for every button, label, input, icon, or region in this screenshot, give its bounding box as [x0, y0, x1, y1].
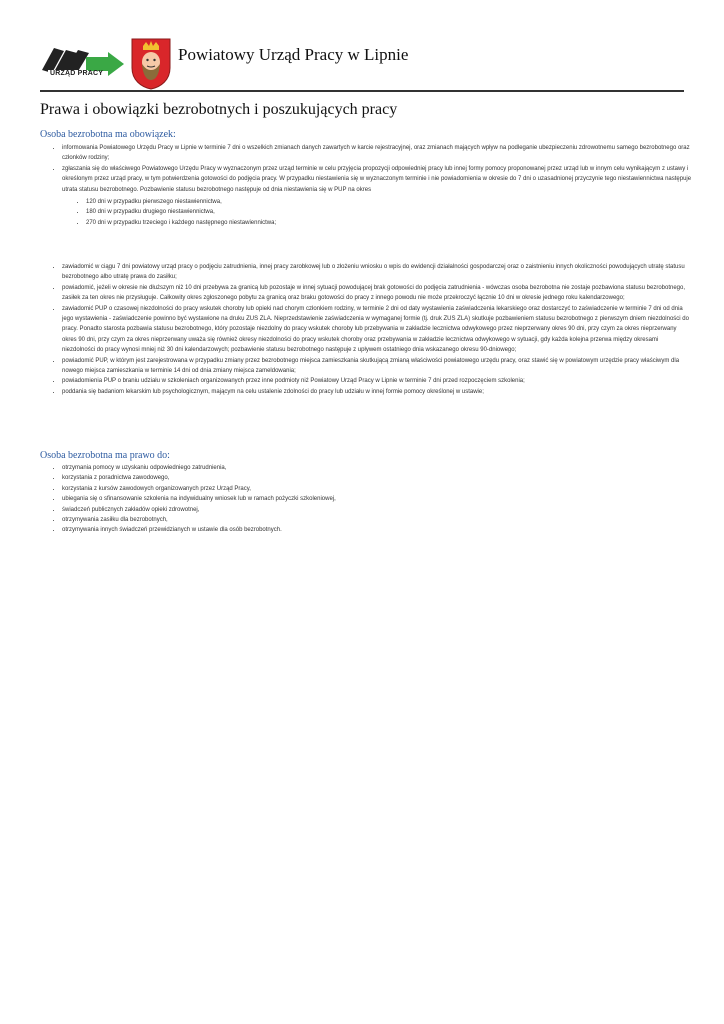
list-item: • powiadomić, jeżeli w okresie nie dłuższym niż 10 dni przebywa za granicą lub pozostaje w innej sytuacji powodującej brak gotowości do podjęcia zatrudnienia - wówczas osoba bezrobotna nie zostaje pozbawiona statusu bezrobotnego, zasiłek za ten okres nie przysługuje. Całkowity okres zgłoszonego pobytu za granicą oraz braku gotowości do pracy z innego powodu nie może przekroczyć łącznie 10 dni w okresie jednego roku kalendarzowego;: [62, 283, 692, 304]
list-item: • świadczeń publicznych zakładów opieki zdrowotnej,: [62, 505, 692, 515]
list-item: • otrzymywania zasiłku dla bezrobotnych,: [62, 515, 692, 525]
obligations-list-part1: [40, 143, 692, 228]
list-item-text: zgłaszania się do właściwego Powiatowego Urzędu Pracy w wyznaczonym przez urząd terminie w celu przyjęcia propozycji odpowiedniej pracy lub innej formy pomocy proponowanej przez urząd lub w innym celu wynikającym z ustawy i określonym przez urząd pracy, w tym potwierdzenia gotowości do podjęcia pracy. W przypadku niestawienia się w wyznaczonym terminie i nie powiadomienia w okresie do 7 dni o uzasadnionej przyczynie tego niestawiennictwa następuje utrata statusu bezrobotnego. Pozbawienie statusu bezrobotnego następuje od dnia niestawienia się w PUP na okres: [62, 165, 692, 193]
rights-heading: Osoba bezrobotna ma prawo do:: [40, 450, 170, 461]
labour-office-logo-icon: [40, 42, 126, 88]
list-item: • zawiadomić PUP o czasowej niezdolności do pracy wskutek choroby lub opieki nad chorym członkiem rodziny, w terminie 2 dni od daty wystawienia zaświadczenia lekarskiego oraz dostarczyć to zaświadczenie w terminie 7 dni od dnia jego wystawienia - zaświadczenie powinno być wystawione na druku ZUS ZLA. Nieprzedstawienie zaświadczenia w wymaganej formie (tj. druk ZUS ZLA) skutkuje pozbawieniem statusu bezrobotnego z pierwszym dniem niezdolności do pracy. Ponadto starosta pozbawia statusu bezrobotnego, który pozostaje niezdolny do pracy wskutek choroby lub przebywania w zakładzie lecznictwa odwykowego przez nieprzerwany okres 90 dni, przy czym za okres nieprzerwany okres 90 dni, przy czym za okres nieprzerwany uważa się również okresy niezdolności do pracy wskutek choroby oraz przebywania w zakładzie lecznictwa odwykowego w sytuacji, gdy każda kolejna przerwa między okresami niezdolności do pracy wynosi mniej niż 30 dni kalendarzowych; pozbawienie statusu bezrobotnego następuje z upływem ostatniego dnia wskazanego okresu 90-dniowego;: [62, 304, 692, 356]
organization-name: Powiatowy Urząd Pracy w Lipnie: [178, 45, 409, 64]
absence-periods-sublist: [62, 197, 692, 228]
sublist-item: • 270 dni w przypadku trzeciego i każdego następnego niestawiennictwa;: [86, 218, 692, 228]
list-item: • otrzymania pomocy w uzyskaniu odpowiedniego zatrudnienia,: [62, 463, 692, 473]
page-title: Prawa i obowiązki bezrobotnych i poszukujących pracy: [40, 101, 398, 118]
page-header: [40, 36, 684, 92]
obligations-heading: Osoba bezrobotna ma obowiązek:: [40, 129, 176, 140]
rights-list: [40, 463, 692, 536]
list-item: [62, 164, 692, 228]
coat-of-arms-icon: [131, 38, 171, 90]
list-item: • zawiadomić w ciągu 7 dni powiatowy urząd pracy o podjęciu zatrudnienia, innej pracy zarobkowej lub o złożeniu wniosku o wpis do ewidencji działalności gospodarczej oraz o zaistnieniu innych okoliczności powodujących utratę statusu bezrobotnego albo utratę prawa do zasiłku;: [62, 262, 692, 283]
list-item: • otrzymywania innych świadczeń przewidzianych w ustawie dla osób bezrobotnych.: [62, 525, 692, 535]
sublist-item: • 120 dni w przypadku pierwszego niestawiennictwa,: [86, 197, 692, 207]
header-divider: [40, 90, 684, 92]
list-item: • korzystania z poradnictwa zawodowego,: [62, 473, 692, 483]
obligations-list-part2: [40, 262, 692, 397]
list-item: • informowania Powiatowego Urzędu Pracy w Lipnie w terminie 7 dni o wszelkich zmianach danych zawartych w karcie rejestracyjnej, oraz zmianach mających wpływ na podleganie ubezpieczeniu zdrowotnemu samego bezrobotnego oraz członków rodziny;: [62, 143, 692, 164]
sublist-item: • 180 dni w przypadku drugiego niestawiennictwa,: [86, 207, 692, 217]
list-item: • powiadomić PUP, w którym jest zarejestrowana w przypadku zmiany przez bezrobotnego miejsca zamieszkania skutkującą zmianą właściwości powiatowego urzędu pracy, oraz stawić się w powiatowym urzędzie pracy właściwym dla nowego miejsca zamieszkania w terminie 14 dni od dnia zmiany miejsca zameldowania;: [62, 356, 692, 377]
list-item: • powiadomienia PUP o braniu udziału w szkoleniach organizowanych przez inne podmioty niż Powiatowy Urząd Pracy w Lipnie w terminie 7 dni przed rozpoczęciem szkolenia;: [62, 376, 692, 386]
logo-text: URZĄD PRACY: [50, 70, 104, 77]
list-item: • ubiegania się o sfinansowanie szkolenia na indywidualny wniosek lub w ramach pożyczki szkoleniowej,: [62, 494, 692, 504]
list-item: • poddania się badaniom lekarskim lub psychologicznym, mającym na celu ustalenie zdolności do pracy lub udziału w innej formie pomocy określonej w ustawie;: [62, 387, 692, 397]
list-item: • korzystania z kursów zawodowych organizowanych przez Urząd Pracy,: [62, 484, 692, 494]
